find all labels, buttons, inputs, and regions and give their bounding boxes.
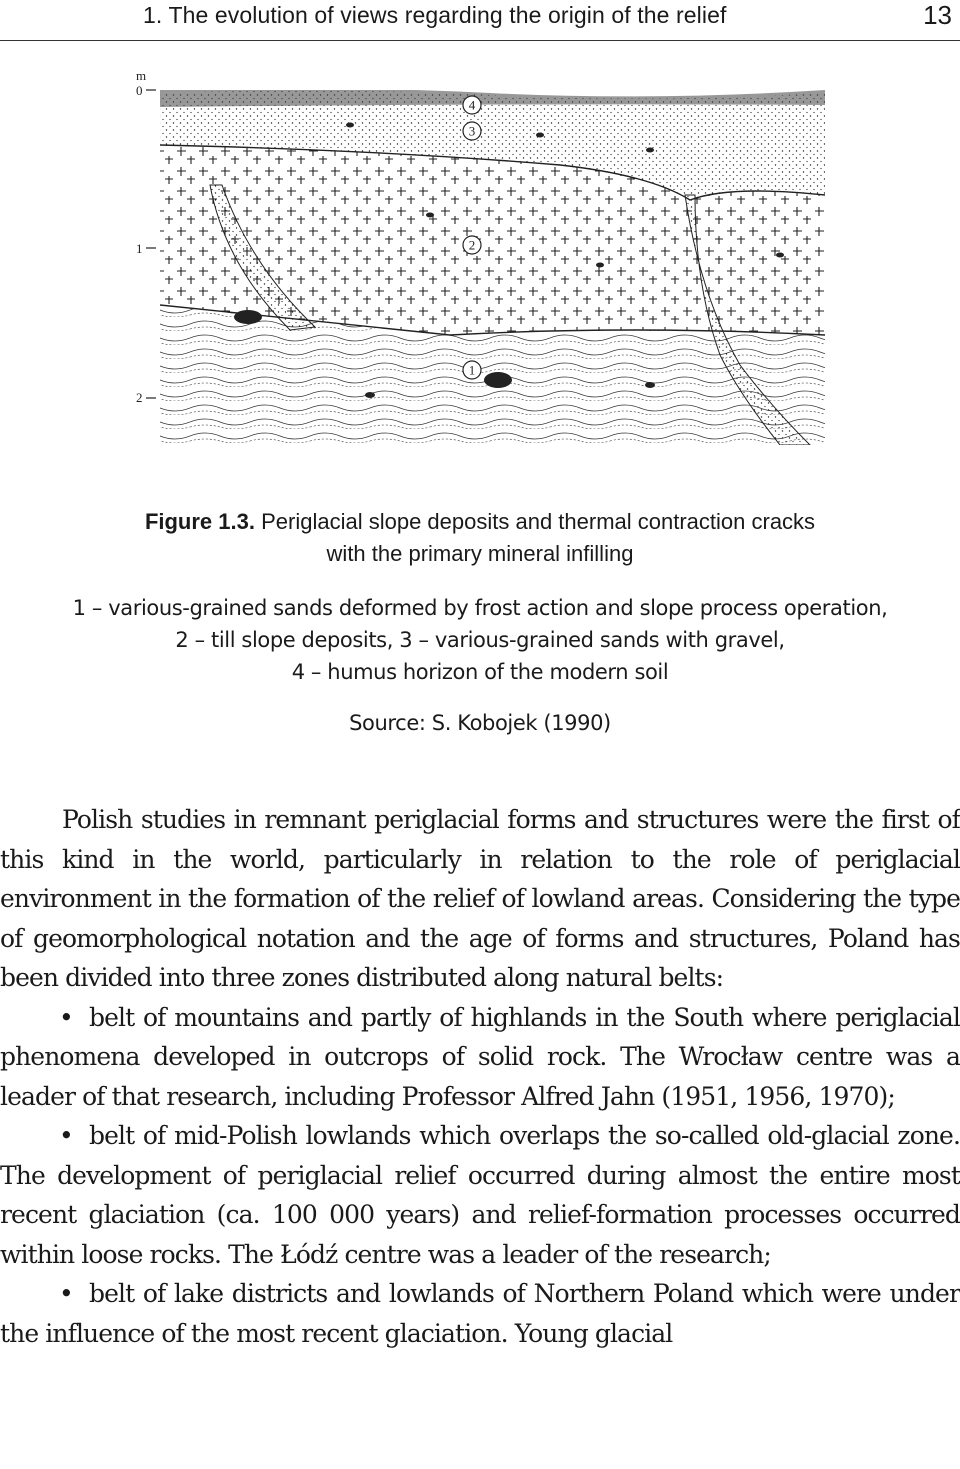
scale-tick-1: 1 bbox=[136, 241, 143, 256]
svg-text:3: 3 bbox=[468, 123, 476, 139]
page-header bbox=[0, 0, 960, 41]
list-item bbox=[0, 998, 960, 1117]
svg-text:2: 2 bbox=[468, 237, 476, 253]
scale-tick-0: 0 bbox=[136, 83, 143, 98]
list-item bbox=[0, 1274, 960, 1353]
body-paragraph: Polish studies in remnant periglacial forms and structures were the first of this kind in the world, particularly in relation to the role of periglacial environment in the formation of the relief of lowland areas. Considering the type of geomorphological notation and the age of forms and structures, Poland has been divided into three zones distributed along natural belts: bbox=[0, 805, 960, 992]
figure-1-3 bbox=[130, 65, 830, 445]
cross-section-drawing bbox=[130, 65, 830, 445]
layer-marker-1 bbox=[463, 361, 481, 379]
caption-line-1: Periglacial slope deposits and thermal contraction cracks bbox=[261, 509, 816, 534]
caption-line-2: with the primary mineral infilling bbox=[326, 541, 634, 566]
list-item-text: belt of mid-Polish lowlands which overlaps the so-called old-glacial zone. The development of periglacial relief occurred during almost the entire most recent glaciation (ca. 100 000 years) and relief-formation processes occurred within loose rocks. The Łódź centre was a leader of the research; bbox=[0, 1121, 960, 1269]
svg-text:4: 4 bbox=[468, 97, 476, 113]
scale-unit-label: m bbox=[136, 68, 147, 83]
bullet-icon: • bbox=[59, 1121, 73, 1150]
layer-marker-2 bbox=[463, 236, 481, 254]
figure-source: Source: S. Kobojek (1990) bbox=[349, 711, 611, 735]
legend-line-1: 1 – various-grained sands deformed by frost action and slope process operation, bbox=[72, 596, 888, 620]
legend-line-3: 4 – humus horizon of the modern soil bbox=[291, 660, 669, 684]
list-item bbox=[0, 1116, 960, 1274]
page-number: 13 bbox=[923, 0, 952, 30]
svg-text:1: 1 bbox=[468, 362, 476, 378]
figure-legend bbox=[0, 592, 960, 688]
scale-tick-2: 2 bbox=[136, 390, 143, 405]
humus-horizon bbox=[160, 88, 825, 107]
layer-marker-4 bbox=[463, 96, 481, 114]
layer-marker-3 bbox=[463, 122, 481, 140]
body-text bbox=[0, 800, 960, 1353]
belt-list bbox=[0, 998, 960, 1354]
bullet-icon: • bbox=[59, 1279, 73, 1308]
bullet-icon: • bbox=[59, 1002, 73, 1032]
figure-caption bbox=[0, 506, 960, 570]
list-item-text: belt of mountains and partly of highlands in the South where periglacial phenomena developed in outcrops of solid rock. The Wrocław centre was a leader of that research, including Professor Alfred Jahn (1951, 1956, 1970); bbox=[0, 1002, 960, 1111]
figure-label: Figure 1.3. bbox=[144, 509, 255, 534]
running-title: 1. The evolution of views regarding the origin of the relief bbox=[143, 2, 727, 28]
legend-line-2: 2 – till slope deposits, 3 – various-grained sands with gravel, bbox=[175, 628, 785, 652]
list-item-text: belt of lake districts and lowlands of Northern Poland which were under the influence of the most recent glaciation. Young glacial bbox=[0, 1279, 960, 1348]
